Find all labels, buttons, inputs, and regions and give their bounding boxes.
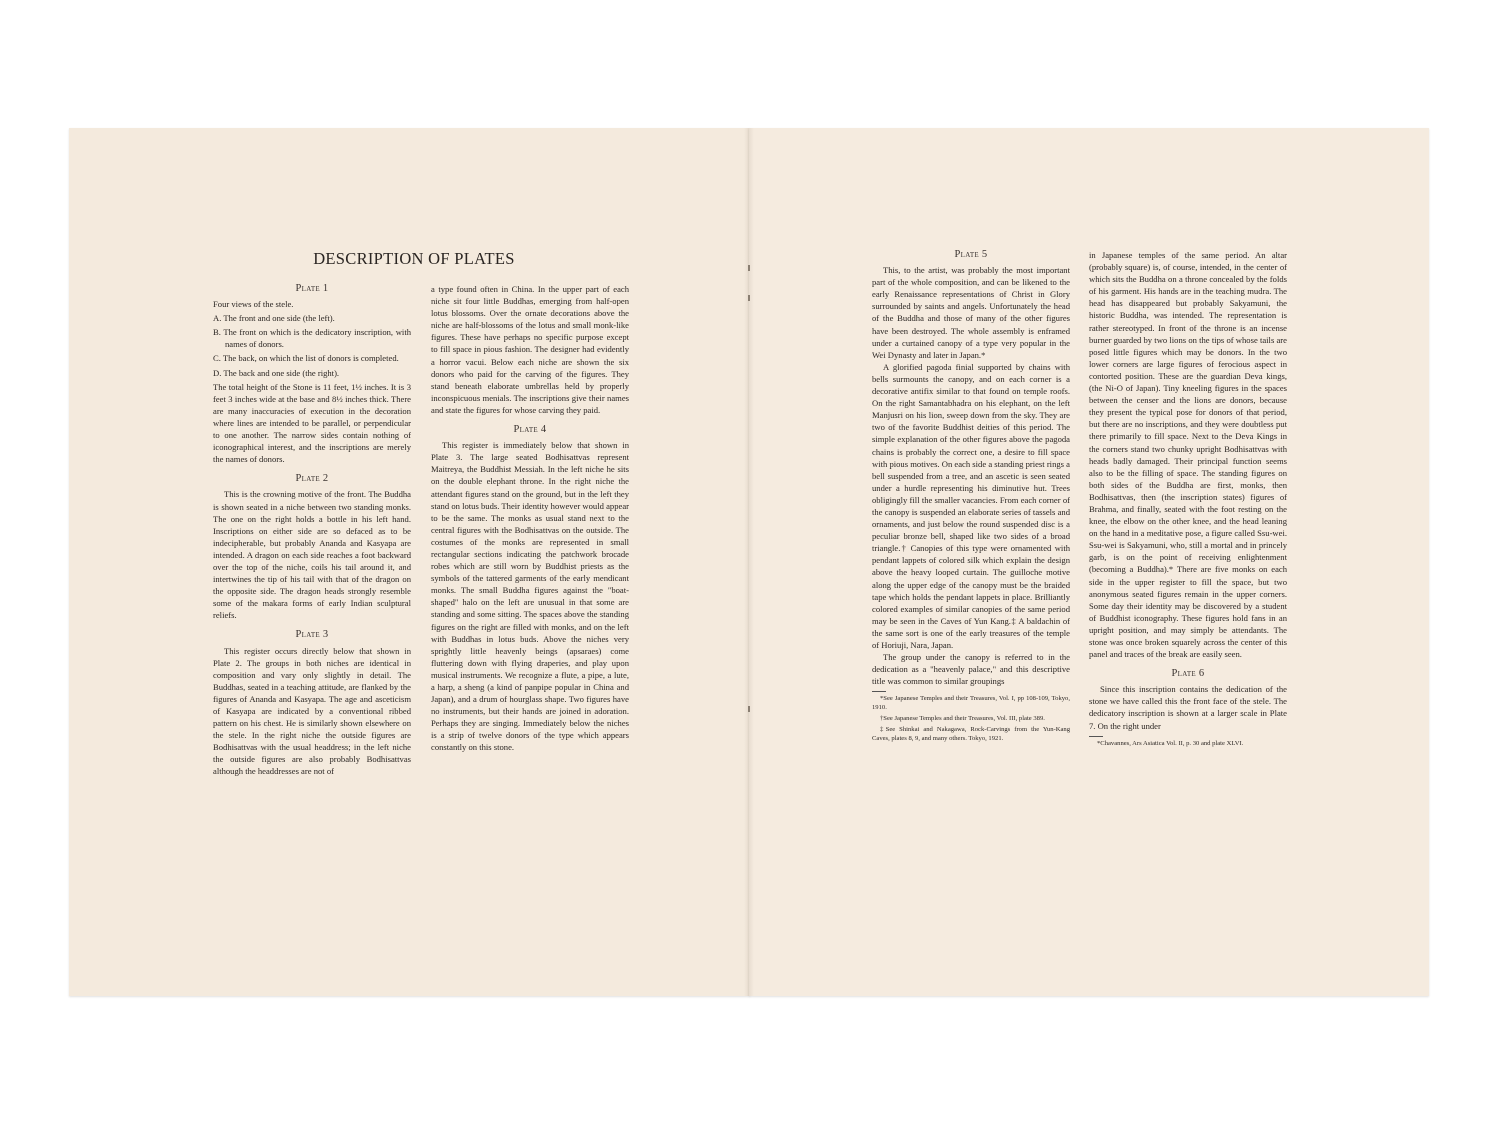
gutter-mark <box>748 265 750 271</box>
left-column-1 <box>213 283 411 778</box>
plate-4-text: This register is immediately below that shown in Plate 3. The large seated Bodhisattvas represent Maitreya, the Buddhist Messiah. In the left niche he sits on the double elephant throne. In the right niche the attendant figures stand on the ground, but in the left they stand on lotus buds. Their identity however would appear to be the same. The monks as usual stand next to the central figures with the Bodhisattvas on the outside. The costumes of the monks are represented in small rectangular sections indicating the patchwork brocade robes which are still worn by Buddhist priests as the symbols of the tattered garments of the early mendicant monks. The small Buddha figures against the "boat-shaped" halo on the left are unusual in that some are standing and some sitting. The spaces above the standing figures on the right are filled with monks, and on the left with Buddhas in lotus buds. Above the niches very sprightly little heavenly beings (apsaraes) come fluttering down with flying draperies, and play upon musical instruments. We recognize a flute, a pipe, a lute, a harp, a sheng (a kind of panpipe popular in China and Japan), and a drum of hourglass shape. Two figures have no instruments, but their hands are joined in adoration. Perhaps they are singing. Immediately below the niches is a strip of twelve donors of the type which appears constantly on this stone. <box>431 440 629 753</box>
left-column-2 <box>431 283 629 754</box>
right-column-2 <box>1089 249 1287 751</box>
plate-5-paragraph-3: The group under the canopy is referred to in the dedication as a "heavenly palace," and this descriptive title was common to similar groupings <box>872 652 1070 687</box>
plate-5-paragraph-2: A glorified pagoda finial supported by chains with bells surmounts the canopy, and on each corner is a decorative antifix similar to that found on temple roofs. On the right Samantabhadra on his elephant, on the left Manjusri on his lion, sweep down from the sky. They are two of the favorite Buddhist deities of this period. The simple explanation of the other figures above the pagoda chains is probably the correct one, a desire to fill space with pious motives. On each side a standing priest rings a bell suspended from a tree, and an ascetic is seen seated under a hurdle representing his diminutive hut. Trees obligingly fill the smaller vacancies. From each corner of the canopy is suspended an elaborate series of tassels and ornaments, and just below the round suspended disc is a peculiar bronze bell, shaped like two sides of a broad triangle.† Canopies of this type were ornamented with pendant lappets of colored silk which explain the design above the heavy looped curtain. The guilloche motive along the upper edge of the canopy must be the braided tape which holds the pendant lappets in place. Brilliantly colored examples of similar canopies of the same period may be seen in the Caves of Yun Kang.‡ A baldachin of the same sort is one of the early treasures of the temple of Horiuji, Nara, Japan. <box>872 361 1070 650</box>
page-title: DESCRIPTION OF PLATES <box>313 249 515 268</box>
plate-2-heading: Plate 2 <box>295 473 329 485</box>
plate-1-item: B. The front on which is the dedicatory inscription, with names of donors. <box>213 327 411 350</box>
plate-1-item: C. The back, on which the list of donors is completed. <box>213 353 399 364</box>
plate-1-text: The total height of the Stone is 11 feet, 1½ inches. It is 3 feet 3 inches wide at the base and 8½ inches thick. There are many inaccuracies of execution in the decoration where lines are intended to be parallel, or perpendicular to one another. The narrow sides contain nothing of iconographical interest, and the inscriptions are merely the names of donors. <box>213 381 411 465</box>
footnote: ‡See Shinkai and Nakagawa, Rock-Carvings from the Yun-Kang Caves, plates 8, 9, and many others. Tokyo, 1921. <box>872 726 1070 742</box>
plate-3-text: This register occurs directly below that shown in Plate 2. The groups in both niches are identical in composition and vary only slightly in detail. The Buddhas, seated in a teaching attitude, are flanked by the figures of Ananda and Kasyapa. The age and asceticism of Kasyapa are indicated by a conventional ribbed pattern on his chest. He is similarly shown elsewhere on the stele. In the right niche the outside figures are Bodhisattvas with the usual headdress; in the left niche the outside figures are also probably Bodhisattvas although the headdresses are not of <box>213 645 411 777</box>
book-gutter <box>744 128 754 996</box>
plate-6-text: Since this inscription contains the dedication of the stone we have called this the front face of the stele. The dedicatory inscription is shown at a larger scale in Plate 7. On the right under <box>1089 684 1287 731</box>
footnote: *Chavannes, Ars Asiatica Vol. II, p. 30 and plate XLVI. <box>1097 739 1244 747</box>
right-column-1 <box>872 249 1070 746</box>
footnote-rule <box>872 691 886 692</box>
plate-1-heading: Plate 1 <box>295 283 329 294</box>
plate-6-heading: Plate 6 <box>1171 668 1205 680</box>
plate-4-heading: Plate 4 <box>513 424 547 436</box>
plate-5-paragraph-1: This, to the artist, was probably the most important part of the whole composition, and can be likened to the early Renaissance representations of Christ in Glory surrounded by saints and angels. Unfortunately the head of the Buddha and those of many of the other figures have been destroyed. The whole assembly is enframed under a curtained canopy of a type very popular in the Wei Dynasty and later in Japan.* <box>872 265 1070 360</box>
footnote: †See Japanese Temples and their Treasures, Vol. III, plate 389. <box>880 714 1045 722</box>
plate-3-continued: a type found often in China. In the upper part of each niche sit four little Buddhas, emerging from half-open lotus blossoms. Over the ornate decorations above the niche are half-blossoms of the lotus and small monk-like figures. These have perhaps no specific purpose except to fill space in pious fashion. The designer had evidently a horror vacui. Below each niche are shown the six donors who paid for the carving of the figures. They stand beneath elaborate umbrellas held by properly inconspicuous menials. The inscriptions give their names and state the figures for whose carving they paid. <box>431 284 629 415</box>
footnote-rule <box>1089 736 1103 737</box>
plate-5-heading: Plate 5 <box>954 249 988 260</box>
plate-3-heading: Plate 3 <box>295 629 329 641</box>
plate-2-text: This is the crowning motive of the front. The Buddha is shown seated in a niche between two standing monks. The one on the right holds a bottle in his left hand. Inscriptions on either side are so defaced as to be indecipherable, but probably Ananda and Kasyapa are intended. A dragon on each side reaches a foot backward over the top of the niche, coils his tail around it, and intertwines the tip of his tail with that of the dragon on the opposite side. The dragon heads strongly resemble some of the makara forms of early Indian sculptural reliefs. <box>213 489 411 621</box>
plate-1-intro: Four views of the stele. <box>213 299 294 310</box>
footnote: *See Japanese Temples and their Treasures, Vol. I, pp 108-109, Tokyo, 1910. <box>872 695 1070 711</box>
gutter-mark <box>748 295 750 301</box>
plate-1-item: D. The back and one side (the right). <box>213 367 340 378</box>
plate-1-item: A. The front and one side (the left). <box>213 313 335 324</box>
gutter-mark <box>748 706 750 712</box>
plate-5-continued: in Japanese temples of the same period. An altar (probably square) is, of course, intended, in the center of which sits the Buddha on a throne concealed by the folds of his garment. His hands are in the teaching mudra. The head has disappeared but probably Sakyamuni, the historic Buddha, was intended. The representation is rather stereotyped. In front of the throne is an incense burner guarded by two lions on the tips of whose tails are posed little figures which may be donors. In the two lower corners are large figures of ferocious aspect in contorted position. These are the guardian Deva kings, (the Ni-O of Japan). Tiny kneeling figures in the spaces between the censer and the lions are donors, because they present the typical pose for donors of that period, but there are no inscriptions, and they were doubtless put there primarily to fill space. Next to the Deva Kings in the corners stand two chunky upright Bodhisattvas with heads badly damaged. Their principal function seems also to be the filling of space. The standing figures on both sides of the Buddha are first, monks, then Bodhisattvas, then (the inscription states) figures of Brahma, and finally, seated with the foot resting on the knee, the elbow on the other knee, and the head leaning on the hand in a meditative pose, a figure called Ssu-wei. Ssu-wei is Sakyamuni, who, still a mortal and in princely garb, is on the point of receiving enlightenment (becoming a Buddha).* There are five monks on each side in the upper register to fill the space, but two anonymous seated figures remain in the upper corners. Some day their identity may be discovered by a student of Buddhist iconography. These figures hold fans in an upright position, and may simply be attendants. The stone was once broken squarely across the center of this panel and traces of the break are easily seen. <box>1089 250 1287 660</box>
